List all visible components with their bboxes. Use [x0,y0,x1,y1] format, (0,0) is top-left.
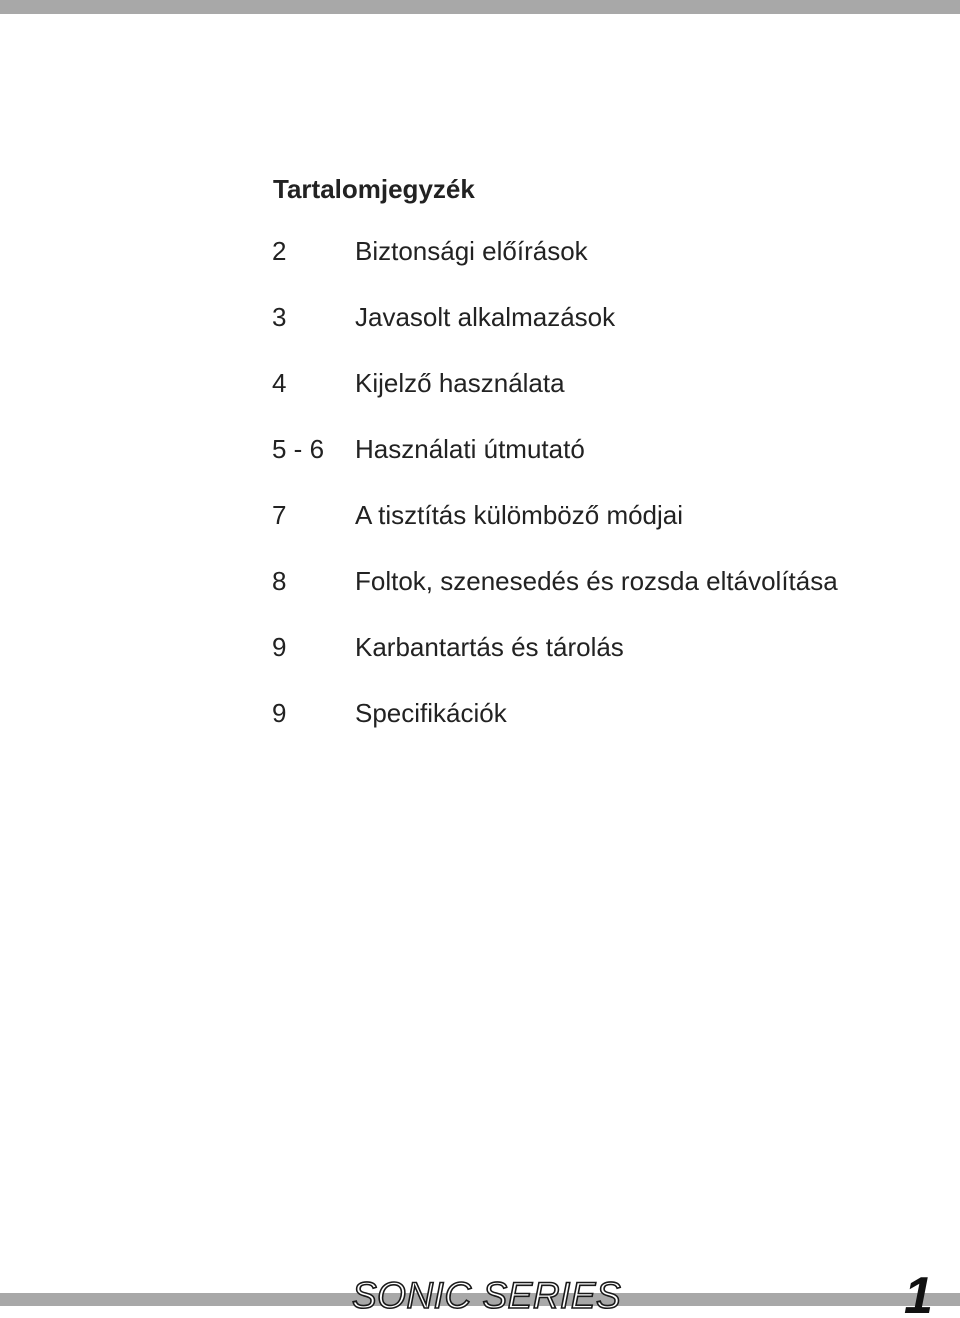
toc-title: Tartalomjegyzék [273,174,475,204]
toc-entry-page: 7 [272,500,287,530]
toc-entry-title: Biztonsági előírások [355,236,588,266]
toc-entry [272,368,838,434]
toc-entry-title: Használati útmutató [355,434,585,464]
toc-entry [272,566,838,632]
toc-entry [272,632,838,698]
toc-entry-title: Kijelző használata [355,368,565,398]
toc-entry [272,236,838,302]
toc-entry-page: 9 [272,698,287,728]
toc-entry [272,434,838,500]
toc-entry-page: 4 [272,368,287,398]
toc-entry [272,500,838,566]
page-number: 1 [904,1267,933,1318]
toc-entry-title: Karbantartás és tárolás [355,632,624,662]
toc-entry-page: 3 [272,302,287,332]
toc-entry-title: A tisztítás külömböző módjai [355,500,684,530]
toc-list [272,236,838,764]
toc-entry-page: 8 [272,566,287,596]
toc-entry-page: 9 [272,632,287,662]
toc-entry-title: Specifikációk [355,698,507,728]
toc-entry-page: 2 [272,236,287,266]
toc-entry-title: Javasolt alkalmazások [355,302,616,332]
top-decorative-bar [0,0,960,14]
toc-entry-title: Foltok, szenesedés és rozsda eltávolítása [355,566,838,596]
series-name: SONIC SERIES [352,1275,622,1316]
toc-entry-page: 5 - 6 [272,434,325,464]
toc-entry [272,698,838,764]
toc-entry [272,302,838,368]
